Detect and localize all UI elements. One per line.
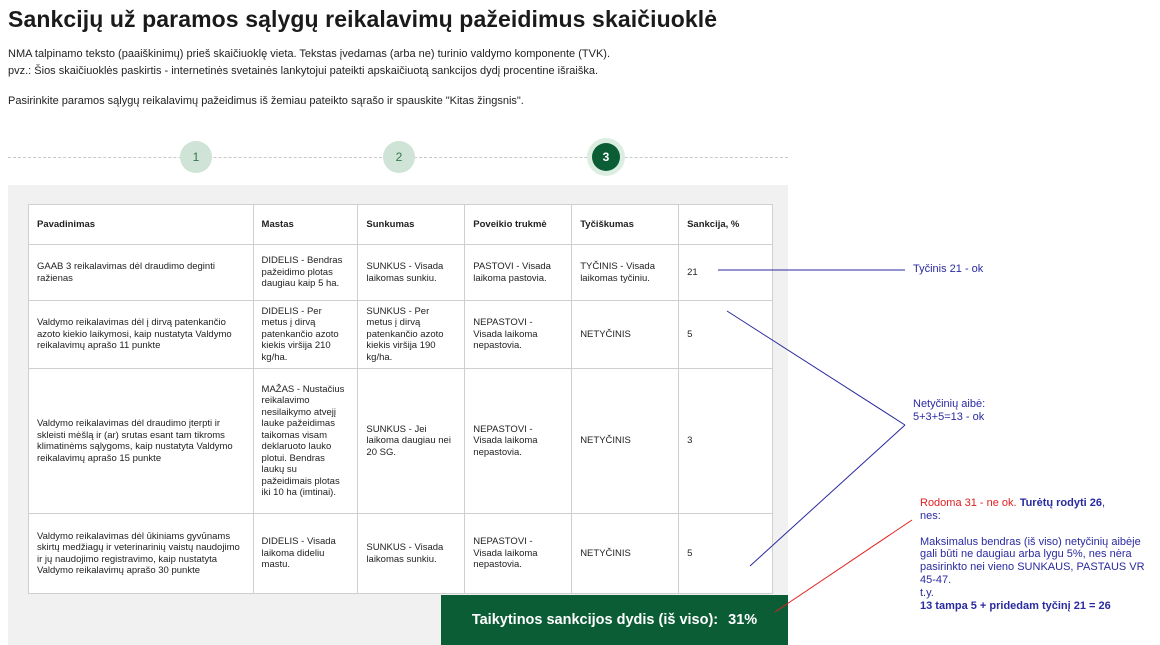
stepper bbox=[8, 138, 788, 178]
cell-mastas: DIDELIS - Visada laikoma dideliu mastu. bbox=[253, 514, 358, 594]
header-name: Pavadinimas bbox=[29, 205, 254, 245]
annotation-summary-ty: t.y. bbox=[920, 586, 934, 599]
annotation-summary-comma: , bbox=[1102, 497, 1106, 509]
cell-sankcija: 5 bbox=[679, 514, 773, 594]
annotation-summary-body: Maksimalus bendras (iš viso) netyčinių aibėje gali būti ne daugiau arba lygu 5%, nes nėra pasirinkto nei vieno SUNKAUS, PASTAUS VR 45-47. bbox=[920, 535, 1145, 586]
intro-line-2: pvz.: Šios skaičiuoklės paskirtis - internetinės svetainės lankytojui pateikti apskaičiuotą sankcijos dydį procentine išraiška. bbox=[8, 65, 598, 77]
cell-name: GAAB 3 reikalavimas dėl draudimo deginti ražienas bbox=[29, 245, 254, 301]
cell-mastas: DIDELIS - Bendras pažeidimo plotas daugiau kaip 5 ha. bbox=[253, 245, 358, 301]
annotation-summary-bold1: Turėtų rodyti 26 bbox=[1019, 497, 1102, 509]
table-row bbox=[29, 514, 773, 594]
cell-name: Valdymo reikalavimas dėl į dirvą patenkančio azoto kiekio laikymosi, kaip nustatyta Valdymo reikalavimų aprašo 11 punkte bbox=[29, 301, 254, 369]
step-3-active[interactable] bbox=[587, 138, 625, 176]
annotation-summary-nes: nes: bbox=[920, 509, 941, 522]
cell-mastas: DIDELIS - Per metus į dirvą patenkančio azoto kiekis viršija 210 kg/ha. bbox=[253, 301, 358, 369]
step-2[interactable]: 2 bbox=[383, 141, 415, 173]
header-mastas: Mastas bbox=[253, 205, 358, 245]
intro-line-1: NMA talpinamo teksto (paaiškinimų) prieš skaičiuoklę vieta. Tekstas įvedamas (arba ne) turinio valdymo komponente (TVK). bbox=[8, 48, 610, 60]
total-sanction-bar bbox=[441, 595, 788, 645]
table-row bbox=[29, 369, 773, 514]
annotation-spacer bbox=[920, 523, 1152, 536]
cell-trukme: NEPASTOVI - Visada laikoma nepastovia. bbox=[465, 514, 572, 594]
cell-sankcija: 5 bbox=[679, 301, 773, 369]
total-label: Taikytinos sankcijos dydis (iš viso): bbox=[471, 612, 719, 628]
intro-text bbox=[8, 46, 768, 80]
cell-tyciskumas: NETYČINIS bbox=[572, 301, 679, 369]
total-value: 31% bbox=[728, 612, 758, 628]
header-tyciskumas: Tyčiškumas bbox=[572, 205, 679, 245]
annotation-summary-bold2: 13 tampa 5 + pridedam tyčinį 21 = 26 bbox=[920, 599, 1111, 612]
annotation-netycinis bbox=[913, 398, 985, 424]
annotation-line-total bbox=[775, 520, 912, 612]
cell-sankcija: 3 bbox=[679, 369, 773, 514]
cell-trukme: NEPASTOVI - Visada laikoma nepastovia. bbox=[465, 369, 572, 514]
cell-name: Valdymo reikalavimas dėl ūkiniams gyvūnams skirtų medžiagų ir veterinarinių vaistų naudojimo ir jų naudojimo registravimo, kaip nustatyta Valdymo reikalavimų aprašo 30 punkte bbox=[29, 514, 254, 594]
results-panel bbox=[8, 185, 788, 645]
cell-name: Valdymo reikalavimas dėl draudimo įterpti ir skleisti mėšlą ir (ar) srutas esant tam tikroms klimatinėms sąlygoms, kaip nustatyta Valdymo reikalavimų aprašo 15 punkte bbox=[29, 369, 254, 514]
instruction-text: Pasirinkite paramos sąlygų reikalavimų pažeidimus iš žemiau pateikto sąrašo ir spauskite "Kitas žingsnis". bbox=[8, 95, 524, 107]
annotation-tycinis: Tyčinis 21 - ok bbox=[913, 263, 984, 275]
annotation-summary-red: Rodoma 31 - ne ok. bbox=[920, 497, 1017, 509]
table-row bbox=[29, 301, 773, 369]
cell-sunkumas: SUNKUS - Per metus į dirvą patenkančio azoto kiekis viršija 190 kg/ha. bbox=[358, 301, 465, 369]
cell-tyciskumas: TYČINIS - Visada laikomas tyčiniu. bbox=[572, 245, 679, 301]
annotation-summary bbox=[920, 497, 1152, 612]
cell-sunkumas: SUNKUS - Visada laikomas sunkiu. bbox=[358, 514, 465, 594]
cell-trukme: PASTOVI - Visada laikoma pastovia. bbox=[465, 245, 572, 301]
table-header-row bbox=[29, 205, 773, 245]
cell-sunkumas: SUNKUS - Visada laikomas sunkiu. bbox=[358, 245, 465, 301]
annotation-summary-head bbox=[920, 497, 1152, 510]
cell-tyciskumas: NETYČINIS bbox=[572, 369, 679, 514]
header-sankcija: Sankcija, % bbox=[679, 205, 773, 245]
sanctions-table bbox=[28, 204, 773, 594]
annotation-netycinis-line2: 5+3+5=13 - ok bbox=[913, 411, 985, 423]
page-title: Sankcijų už paramos sąlygų reikalavimų pažeidimus skaičiuoklė bbox=[8, 6, 718, 32]
cell-sunkumas: SUNKUS - Jei laikoma daugiau nei 20 SG. bbox=[358, 369, 465, 514]
cell-tyciskumas: NETYČINIS bbox=[572, 514, 679, 594]
header-trukme: Poveikio trukmė bbox=[465, 205, 572, 245]
cell-mastas: MAŽAS - Nustačius reikalavimo nesilaikymo atvejį lauke pažeidimas taikomas visam deklaruoto lauko plotui. Bendras laukų su pažeidimais plotas iki 10 ha (imtinai). bbox=[253, 369, 358, 514]
header-sunkumas: Sunkumas bbox=[358, 205, 465, 245]
cell-sankcija: 21 bbox=[679, 245, 773, 301]
annotation-netycinis-line1: Netyčinių aibė: bbox=[913, 398, 986, 410]
step-1[interactable]: 1 bbox=[180, 141, 212, 173]
cell-trukme: NEPASTOVI - Visada laikoma nepastovia. bbox=[465, 301, 572, 369]
step-3-label: 3 bbox=[592, 143, 620, 171]
table-row bbox=[29, 245, 773, 301]
